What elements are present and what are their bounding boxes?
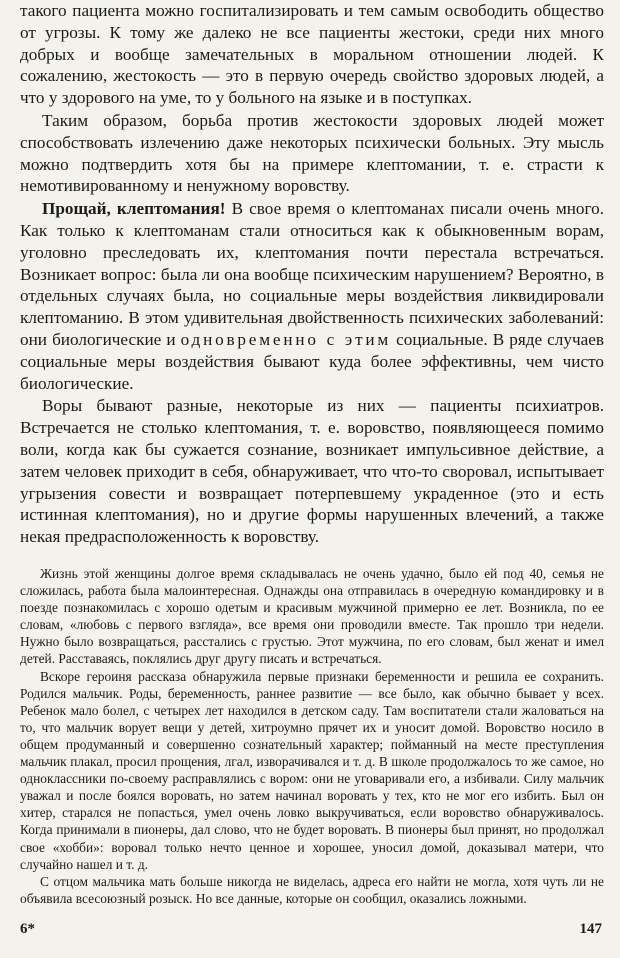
case-paragraph-2: Вскоре героиня рассказа обнаружила первые признаки беременности и решила ее сохранить. Родился мальчик. Роды, беременность, раннее развитие — все было, как обычно бывает у всех. Ребенок мало болел, с четырех лет находился в детском саду. Там воспитатели стали жаловаться на то, что мальчик ворует вещи у детей, хитроумно прячет их и уносит домой. Воровство носило в общем продуманный и совершенно сознательный характер; пойманный на месте преступления мальчик плакал, просил прощения, лгал, изворачивался и т. д. В школе продолжалось то же самое, но одноклассники по-своему расправлялись с вором: они не уговаривали его, а избивали. Силу мальчик уважал и после боялся воровать, но затем начинал воровать у тех, кто не мог его избить. Был он хитер, старался не попасться, умел очень ловко выкручиваться, если воровство обнаруживалось. Когда принимали в пионеры, дал слово, что не будет воровать. В пионеры был принят, но продолжал свое «хобби»: воровал только нечто ценное и хорошее, уносил домой, доказывал матери, что случайно нашел и т. д. bbox=[20, 668, 604, 872]
case-study bbox=[20, 565, 604, 907]
signature-mark: 6* bbox=[20, 921, 35, 937]
case-paragraph-1: Жизнь этой женщины долгое время складывалась не очень удачно, было ей под 40, семья не сложилась, работа была малоинтересная. Однажды она отправилась в очередную командировку и в поезде познакомилась с хорошо одетым и красивым мужчиной примерно ее лет. Возникла, по ее словам, «любовь с первого взгляда», все время они проводили вместе. Так прошло три недели. Нужно было возвращаться, расстались с грустью. Этот мужчина, по его словам, был женат и имел детей. Расставаясь, поклялись друг другу писать и встречаться. bbox=[20, 566, 604, 667]
main-text bbox=[20, 0, 604, 548]
paragraph-3-part-b: социальные. В ряде случаев социальные меры воздействия бывают куда более эффективны, чем чисто биологические. bbox=[20, 329, 604, 393]
book-page bbox=[20, 0, 604, 958]
section-heading: Прощай, клептомания! bbox=[42, 199, 226, 219]
case-paragraph-3: С отцом мальчика мать больше никогда не виделась, адреса его найти не могла, хотя чуть ли не объявила всесоюзный розыск. Но все данные, которые он сообщил, оказались ложными. bbox=[20, 873, 604, 906]
page-number: 147 bbox=[579, 921, 602, 937]
spaced-emphasis: одновременно с этим bbox=[180, 329, 392, 349]
paragraph-3 bbox=[20, 198, 604, 394]
paragraph-3-part-a: В свое время о клептоманах писали очень много. Как только к клептоманам стали относиться как к обыкновенным ворам, уголовно преследовать их, клептомания почти перестала встречаться. Возникает вопрос: была ли она вообще психическим нарушением? Вероятно, в отдельных случаях была, но социальные меры воздействия ликвидировали клептоманию. В этом удивительная двойственность психических заболеваний: они биологические и bbox=[20, 199, 604, 349]
paragraph-4: Воры бывают разные, некоторые из них — пациенты психиатров. Встречается не столько клептомания, т. е. воровство, появляющееся помимо воли, когда как бы сужается сознание, возникает импульсивное действие, а затем человек приходит в себя, обнаруживает, что что-то своровал, испытывает угрызения совести и возвращает потерпевшему украденное (это и есть истинная клептомания), но и другие формы нарушенных влечений, а также некая предрасположенность к воровству. bbox=[20, 396, 604, 547]
paragraph-1: такого пациента можно госпитализировать и тем самым освободить общество от угрозы. К тому же далеко не все пациенты жестоки, среди них много добрых и вообще замечательных в моральном отношении людей. К сожалению, жестокость — это в первую очередь свойство здоровых людей, а что у здорового на уме, то у больного на языке и в поступках. bbox=[20, 1, 604, 108]
paragraph-2: Таким образом, борьба против жестокости здоровых людей может способствовать излечению даже некоторых психически больных. Эту мысль можно подтвердить хотя бы на примере клептомании, т. е. страсти к немотивированному и ненужному воровству. bbox=[20, 110, 604, 196]
